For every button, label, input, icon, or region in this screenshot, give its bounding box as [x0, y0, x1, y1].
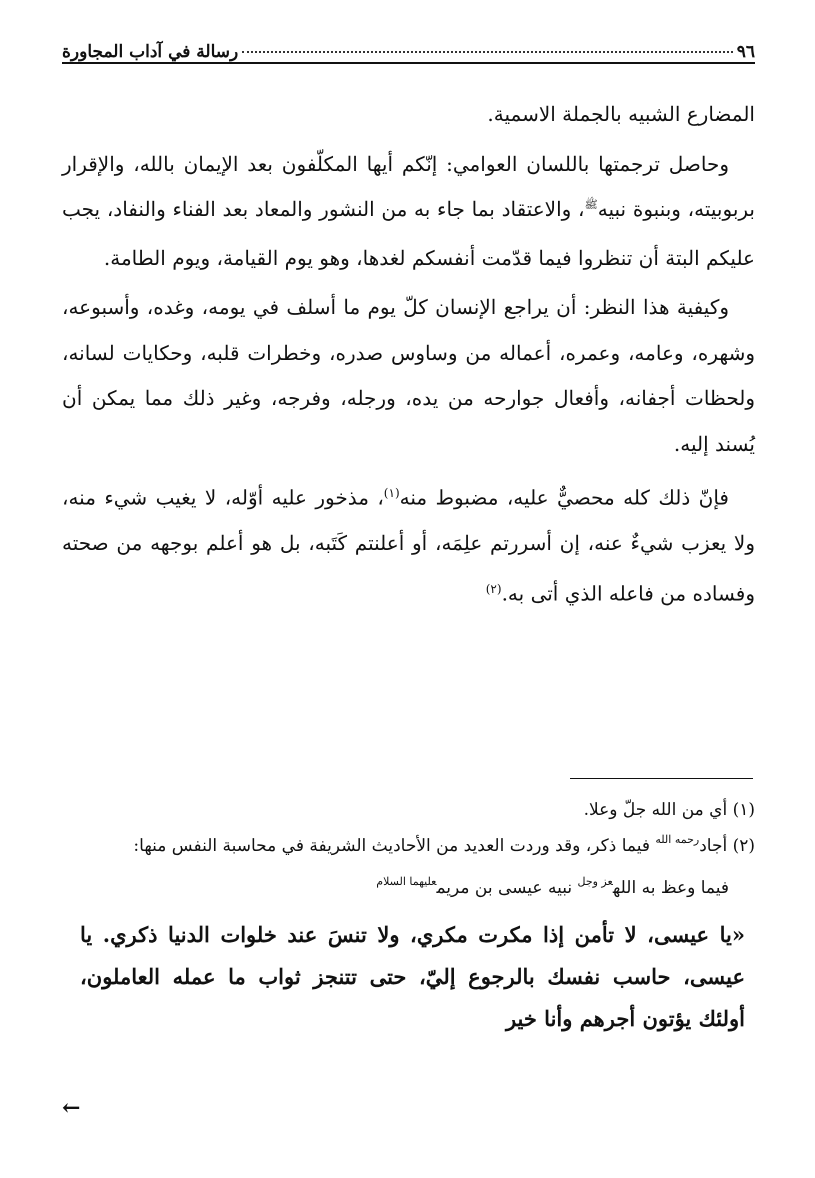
arrow-left-icon[interactable]: ← — [62, 1095, 81, 1121]
page-number: ٩٦ — [736, 42, 755, 62]
page-header — [62, 28, 755, 64]
paragraph-2-part-b: ، والاعتقاد بما جاء به من النشور والمعاد بعد الفناء والنفاد، يجب عليكم البتة أن تنظروا فيما قدّمت أنفسكم لغدها، وهو يوم القيامة، ويوم الطامة. — [62, 197, 755, 270]
subline-part-a: فيما وعظ به الله — [612, 878, 729, 898]
paragraph-1: المضارع الشبيه بالجملة الاسمية. — [487, 102, 755, 126]
footnote-2 — [62, 828, 755, 866]
main-text — [62, 92, 755, 621]
paragraph-2 — [62, 142, 755, 282]
paragraph-4-part-b: ، مذخور عليه أوّله، لا يغيب شيء منه، ولا يعزب شيءٌ عنه، إن أسررتم علِمَه، أو أعلنتم كَتَبه، بل هو أعلم بوجهه من صحته وفساده من فاعله الذي أتى به. — [62, 485, 756, 606]
footnote-2-subline — [62, 870, 729, 908]
footnote-1: (١) أي من الله جلّ وعلا. — [583, 800, 755, 820]
paragraph-3: وكيفية هذا النظر: أن يراجع الإنسان كلّ يوم ما أسلف في يومه، وغده، وأسبوعه، وشهره، وعامه، وعمره، أعماله من وساوس صدره، وخطرات قلبه، وحكايات لسانه، ولحظات أجفانه، وأفعال جوارحه من يده، ورجله، وفرجه، وغير ذلك مما يمكن أن يُسند إليه. — [62, 295, 755, 456]
footnotes — [62, 792, 755, 1040]
footnote-ref-2: (٢) — [485, 581, 502, 596]
honorific-glyph: عليهما السلام — [376, 875, 437, 888]
running-title: رسالة في آداب المجاورة — [62, 42, 239, 62]
header-dotted-leader — [242, 51, 733, 53]
paragraph-4 — [62, 471, 755, 617]
honorific-glyph: عز وجل — [577, 875, 613, 888]
honorific-glyph: رحمه الله — [655, 833, 700, 846]
honorific-glyph: ﷺ — [584, 198, 598, 211]
subline-part-b: نبيه عيسى بن مريم — [436, 878, 578, 898]
footnote-2-part-b: فيما ذكر، وقد وردت العديد من الأحاديث الشريفة في محاسبة النفس منها: — [133, 836, 656, 856]
paragraph-4-part-a: فإنّ ذلك كله محصيٌّ عليه، مضبوط منه — [399, 485, 729, 510]
footnote-ref-1: (١) — [383, 486, 400, 500]
hadith-quote: «يا عيسى، لا تأمن إذا مكرت مكري، ولا تنسَ عند خلوات الدنيا ذكري. يا عيسى، حاسب نفسك بالرجوع إليّ، حتى تتنجز ثواب ما عمله العاملون، أولئك يؤتون أجرهم وأنا خير — [80, 922, 745, 1031]
paragraph-2-part-a: وحاصل ترجمتها باللسان العوامي: إنّكم أيها المكلّفون بعد الإيمان بالله، والإقرار بربوبيته، وبنبوة نبيه — [62, 151, 755, 221]
footnote-2-part-a: (٢) أجاد — [699, 836, 755, 856]
footnote-separator — [570, 778, 753, 779]
